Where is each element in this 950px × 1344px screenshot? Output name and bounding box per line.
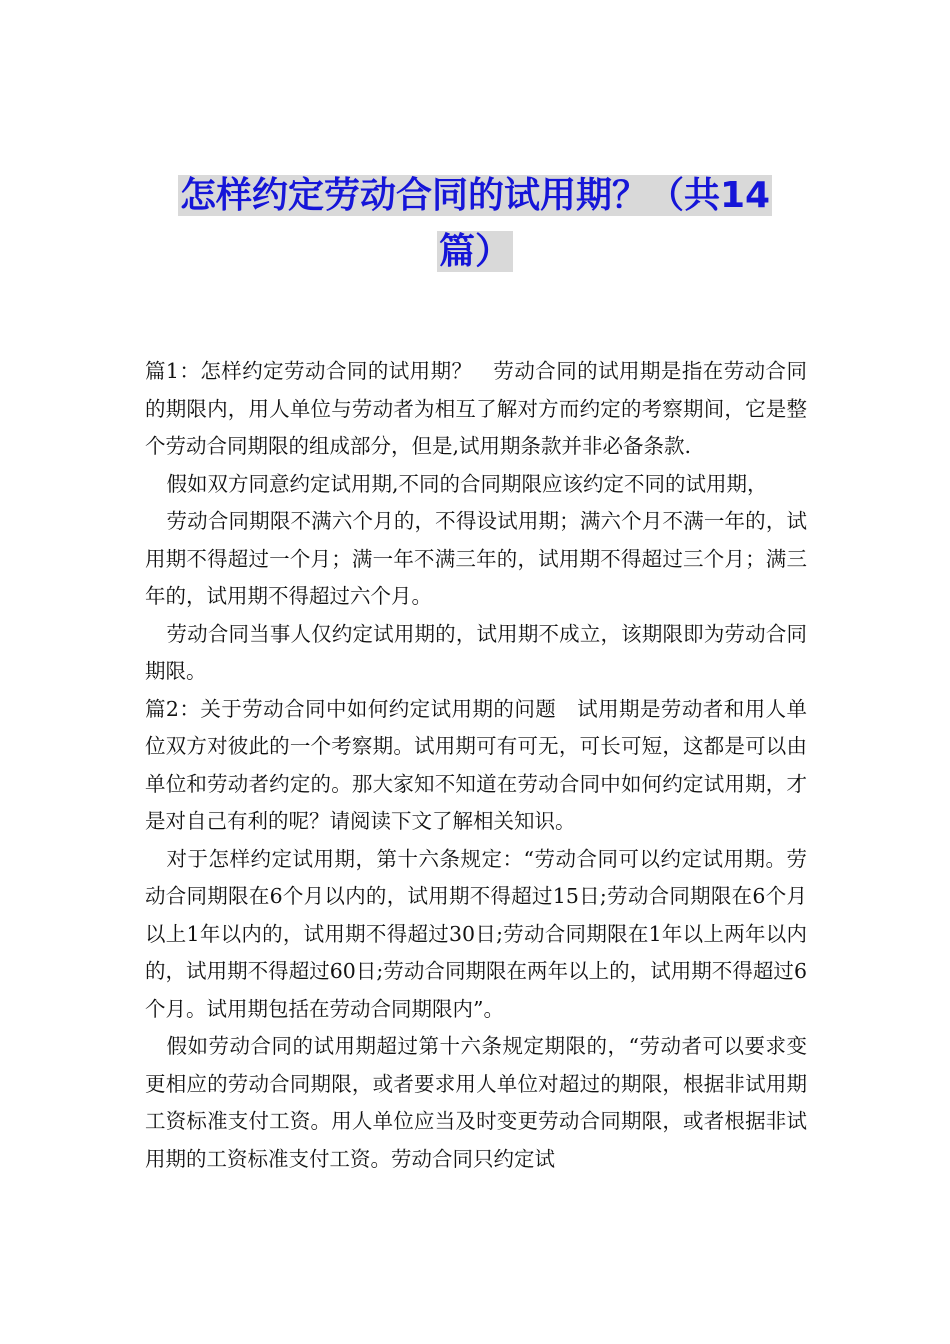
document-title — [140, 168, 810, 280]
title-line-2: 篇） — [438, 231, 511, 272]
title-line-1: 怎样约定劳动合同的试用期？（共14 — [179, 175, 771, 216]
document-body — [145, 353, 807, 1178]
paragraph-2: 假如双方同意约定试用期,不同的合同期限应该约定不同的试用期， — [166, 471, 768, 496]
paragraph-6: 对于怎样约定试用期，第十六条规定：“劳动合同可以约定试用期。劳动合同期限在6个月以内的，试用期不得超过15日;劳动合同期限在6个月以上1年以内的，试用期不得超过30日;劳动合同期限在1年以上两年以内的，试用期不得超过60日;劳动合同期限在两年以上的，试用期不得超过6个月。试用期包括在劳动合同期限内”。 — [145, 846, 807, 1021]
paragraph-3: 劳动合同期限不满六个月的，不得设试用期；满六个月不满一年的，试用期不得超过一个月；满一年不满三年的，试用期不得超过三个月；满三年的，试用期不得超过六个月。 — [145, 509, 807, 608]
paragraph-4: 劳动合同当事人仅约定试用期的，试用期不成立，该期限即为劳动合同期限。 — [145, 621, 807, 683]
paragraph-5: 篇2：关于劳动合同中如何约定试用期的问题 试用期是劳动者和用人单位双方对彼此的一个考察期。试用期可有可无，可长可短，这都是可以由单位和劳动者约定的。那大家知不知道在劳动合同中如何约定试用期，才是对自己有利的呢？请阅读下文了解相关知识。 — [145, 696, 807, 833]
paragraph-1: 篇1：怎样约定劳动合同的试用期？ 劳动合同的试用期是指在劳动合同的期限内，用人单位与劳动者为相互了解对方而约定的考察期间，它是整个劳动合同期限的组成部分，但是,试用期条款并非必备条款. — [145, 359, 807, 458]
paragraph-7: 假如劳动合同的试用期超过第十六条规定期限的，“劳动者可以要求变更相应的劳动合同期限，或者要求用人单位对超过的期限，根据非试用期工资标准支付工资。用人单位应当及时变更劳动合同期限，或者根据非试用期的工资标准支付工资。劳动合同只约定试 — [145, 1034, 807, 1171]
